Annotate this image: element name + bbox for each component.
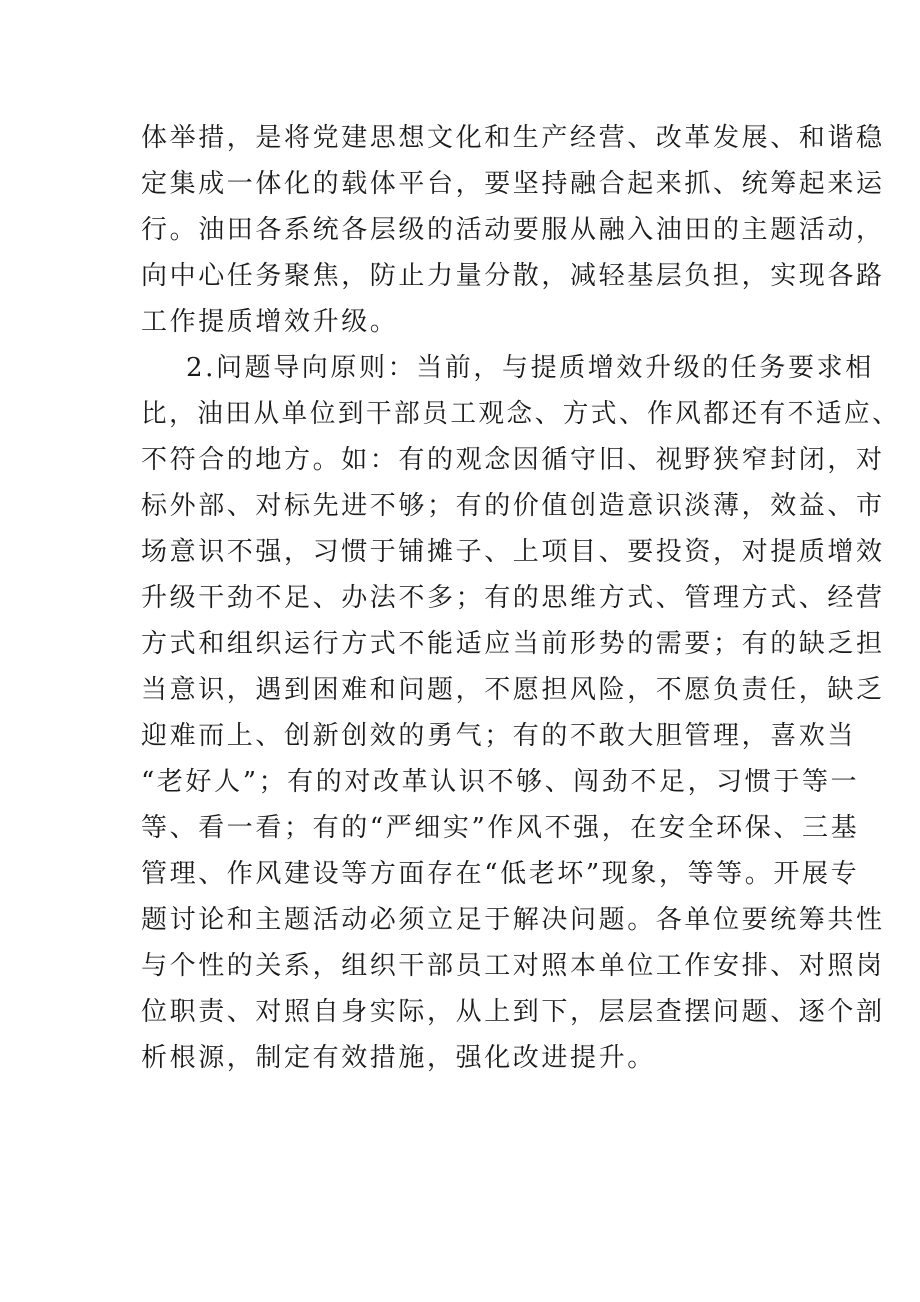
text-line: 向中心任务聚焦，防止力量分散，减轻基层负担，实现各路	[141, 261, 885, 291]
text-line: 行。油田各系统各层级的活动要服从融入油田的主题活动，	[141, 215, 885, 245]
text-line: 方式和组织运行方式不能适应当前形势的需要；有的缺乏担	[141, 629, 885, 659]
text-line: 不符合的地方。如：有的观念因循守旧、视野狭窄封闭，对	[141, 445, 885, 475]
text-line: 迎难而上、创新创效的勇气；有的不敢大胆管理，喜欢当	[141, 721, 857, 751]
text-line: 管理、作风建设等方面存在“低老坏”现象，等等。开展专	[141, 859, 860, 889]
text-line: 工作提质增效升级。	[141, 307, 399, 337]
text-line: 标外部、对标先进不够；有的价值创造意识淡薄，效益、市	[141, 491, 885, 521]
text-line: 析根源，制定有效措施，强化改进提升。	[141, 1043, 656, 1073]
text-line: 题讨论和主题活动必须立足于解决问题。各单位要统筹共性	[141, 905, 885, 935]
text-line: 2.问题导向原则：当前，与提质增效升级的任务要求相	[186, 353, 874, 383]
text-line: 定集成一体化的载体平台，要坚持融合起来抓、统筹起来运	[141, 169, 885, 199]
text-line: 升级干劲不足、办法不多；有的思维方式、管理方式、经营	[141, 583, 885, 613]
text-line: 与个性的关系，组织干部员工对照本单位工作安排、对照岗	[141, 951, 885, 981]
text-line: 位职责、对照自身实际，从上到下，层层查摆问题、逐个剖	[141, 997, 885, 1027]
text-line: 等、看一看；有的“严细实”作风不强，在安全环保、三基	[141, 813, 860, 843]
text-line: 比，油田从单位到干部员工观念、方式、作风都还有不适应、	[141, 399, 901, 429]
text-line: “老好人”；有的对改革认识不够、闯劲不足，习惯于等一	[141, 767, 860, 797]
text-line: 当意识，遇到困难和问题，不愿担风险，不愿负责任，缺乏	[141, 675, 885, 705]
text-line: 体举措，是将党建思想文化和生产经营、改革发展、和谐稳	[141, 123, 885, 153]
text-line: 场意识不强，习惯于铺摊子、上项目、要投资，对提质增效	[141, 537, 885, 567]
